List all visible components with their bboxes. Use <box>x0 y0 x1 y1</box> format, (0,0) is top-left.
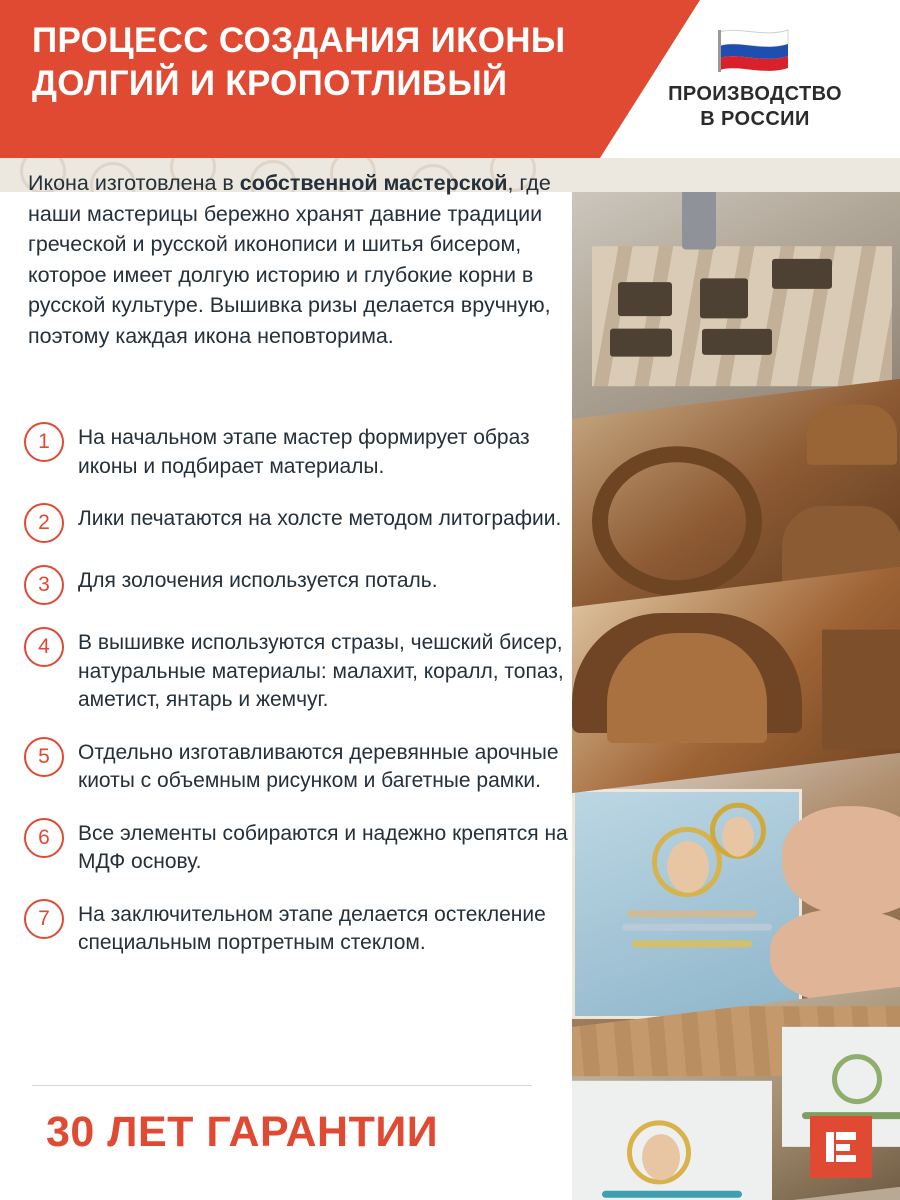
footer-divider <box>32 1085 532 1086</box>
step-text: Для золочения используется поталь. <box>78 569 438 593</box>
step-text: На начальном этапе мастер формирует образ иконы и подбирает материалы. <box>78 426 530 478</box>
list-item <box>24 499 569 543</box>
list-item <box>24 814 569 877</box>
list-item <box>24 895 569 958</box>
list-item <box>24 733 569 796</box>
step-number-badge: 4 <box>24 627 64 667</box>
step-number-badge: 7 <box>24 899 64 939</box>
step-number-badge: 2 <box>24 503 64 543</box>
logo-mark <box>824 1130 858 1164</box>
intro-bold-1: собственной мастерской <box>239 171 508 195</box>
intro-paragraph <box>28 168 563 351</box>
intro-part-1: Икона изготовлена в <box>28 171 240 195</box>
step-text: Отдельно изготавливаются деревянные арочные киоты с объемным рисунком и багетные рамки. <box>78 740 559 793</box>
photo-collage <box>572 192 900 1200</box>
badge-line-1: ПРОИЗВОДСТВО <box>668 83 842 105</box>
brand-logo-icon <box>810 1116 872 1178</box>
page-header <box>0 0 900 158</box>
list-item <box>24 418 569 481</box>
badge-line-2: В РОССИИ <box>700 108 810 130</box>
step-number-badge: 6 <box>24 818 64 858</box>
page-title <box>32 20 612 105</box>
step-number-badge: 3 <box>24 565 64 605</box>
title-line-2: ДОЛГИЙ И КРОПОТЛИВЫЙ <box>32 63 508 103</box>
step-text: На заключительном этапе делается остекление специальным портретным стеклом. <box>78 902 546 955</box>
step-number-badge: 5 <box>24 737 64 777</box>
list-item <box>24 561 569 605</box>
steps-list <box>24 418 569 976</box>
made-in-russia-label <box>668 82 842 132</box>
russian-flag-icon <box>718 26 792 74</box>
title-line-1: ПРОЦЕСС СОЗДАНИЯ ИКОНЫ <box>32 21 566 60</box>
step-text: Лики печатаются на холсте методом литографии. <box>78 507 562 531</box>
guarantee-headline: 30 ЛЕТ ГАРАНТИИ <box>46 1108 439 1156</box>
step-text: В вышивке используются стразы, чешский бисер, натуральные материалы: малахит, коралл, топаз, аметист, янтарь и жемчуг. <box>78 631 564 712</box>
made-in-russia-badge <box>610 0 900 158</box>
step-number-badge: 1 <box>24 422 64 462</box>
step-text: Все элементы собираются и надежно крепятся на МДФ основу. <box>78 821 568 874</box>
list-item <box>24 623 569 715</box>
intro-part-2: , где наши мастерицы бережно хранят давние традиции греческой и русской иконописи и шитья бисером, которое имеет долгую историю и глубокие корни в русской культуре. Вышивка ризы делается вручную, поэтому каждая икона неповторима. <box>28 171 551 348</box>
